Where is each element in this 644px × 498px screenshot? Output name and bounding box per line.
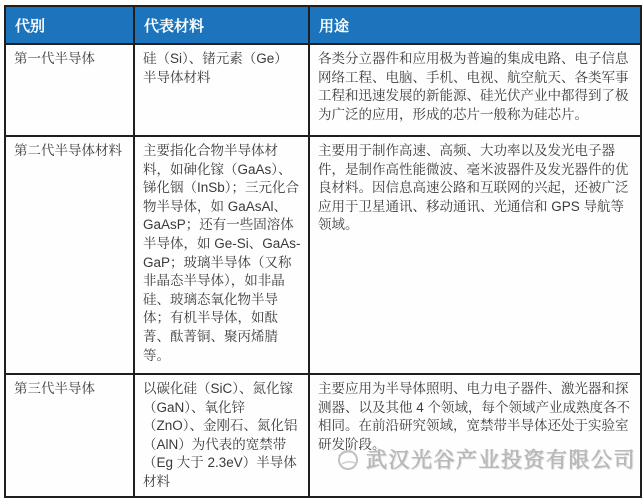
semiconductor-generations-table (4, 5, 640, 498)
cell-materials-3: 以碳化硅（SiC）、氮化镓（GaN）、氧化锌（ZnO）、金刚石、氮化铝（AlN）为代表的宽禁带（Eg 大于 2.3eV）半导体材料 (134, 374, 309, 497)
cell-uses-1: 各类分立器件和应用极为普遍的集成电路、电子信息网络工程、电脑、手机、电视、航空航天、各类军事工程和迅速发展的新能源、硅光伏产业中都得到了极为广泛的应用，形成的芯片一般称为硅芯片。 (309, 44, 641, 136)
cell-materials-2: 主要指化合物半导体材料，如砷化镓（GaAs）、锑化铟（InSb）；三元化合物半导体，如 GaAsAl、GaAsP；还有一些固溶体半导体，如 Ge-Si、GaAs-GaP；玻璃半导体（又称非晶态半导体），如非晶硅、玻璃态氧化物半导体；有机半导体，如酞菁、酞菁铜、聚丙烯腈等。 (134, 136, 309, 374)
table-row (5, 136, 641, 374)
table-row (5, 44, 641, 136)
header-uses: 用途 (309, 6, 641, 44)
cell-generation-1: 第一代半导体 (5, 44, 134, 136)
watermark-company-name: 武汉光谷产业投资有限公司 (366, 449, 636, 472)
header-generation: 代别 (5, 6, 134, 44)
table-row (5, 374, 641, 497)
cell-materials-1: 硅（Si）、锗元素（Ge）半导体材料 (134, 44, 309, 136)
cell-generation-3: 第三代半导体 (5, 374, 134, 497)
data-table (4, 5, 642, 498)
header-materials: 代表材料 (134, 6, 309, 44)
cell-uses-3: 主要应用为半导体照明、电力电子器件、激光器和探测器、以及其他 4 个领域，每个领域产业成熟度各不相同。在前沿研究领域，宽禁带半导体还处于实验室研发阶段。 (309, 374, 641, 497)
header-row (5, 6, 641, 44)
cell-uses-2: 主要用于制作高速、高频、大功率以及发光电子器件，是制作高性能微波、毫米波器件及发光器件的优良材料。因信息高速公路和互联网的兴起，还被广泛应用于卫星通讯、移动通讯、光通信和 GPS 导航等领域。 (309, 136, 641, 374)
cell-generation-2: 第二代半导体材料 (5, 136, 134, 374)
